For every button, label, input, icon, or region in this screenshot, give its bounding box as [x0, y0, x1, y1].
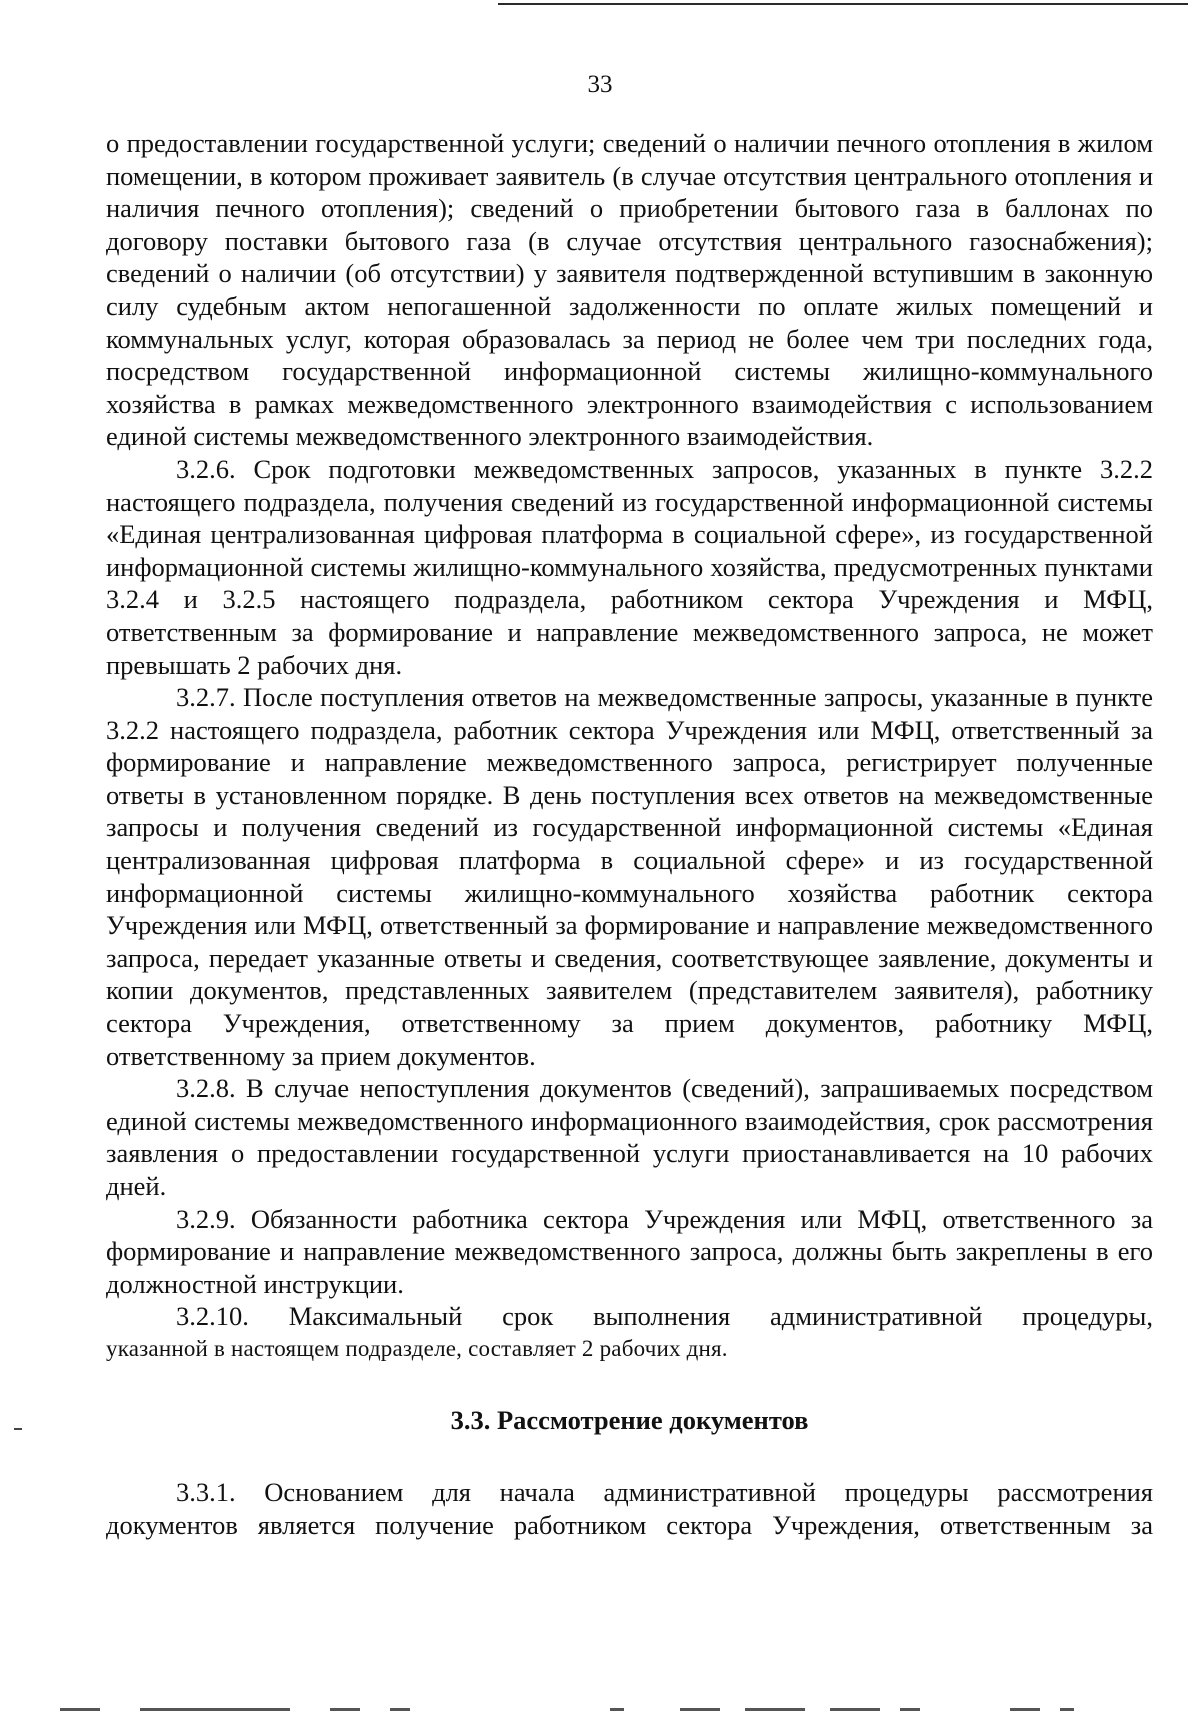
paragraph-3-2-10-line-1: 3.2.10. Максимальный срок выполнения административной процедуры, — [176, 1301, 1153, 1332]
paragraph-continuation: о предоставлении государственной услуги; сведений о наличии печного отопления в жилом помещении, в котором проживает заявитель (в случае отсутствия центрального отопления и наличия печного отопления); сведений о приобретении бытового газа в баллонах по договору поставки бытового газа (в случае отсутствия центрального газоснабжения); сведений о наличии (об отсутствии) у заявителя подтвержденной вступившим в законную силу судебным актом непогашенной задолженности по оплате жилых помещений и коммунальных услуг, которая образовалась за период не более чем три последних года, посредством государственной информационной системы жилищно-коммунального хозяйства в рамках межведомственного электронного взаимодействия с использованием единой системы межведомственного электронного взаимодействия. — [106, 128, 1153, 452]
paragraph-3-2-10-line-2: указанной в настоящем подразделе, составляет 2 рабочих дня. — [106, 1335, 728, 1361]
section-heading: 3.3. Рассмотрение документов — [450, 1404, 809, 1435]
paragraph-3-2-8: 3.2.8. В случае непоступления документов (сведений), запрашиваемых посредством единой системы межведомственного информационного взаимодействия, срок рассмотрения заявления о предоставлении государственной услуги приостанавливается на 10 рабочих дней. — [106, 1073, 1153, 1201]
page-number: 33 — [587, 71, 613, 98]
paragraph-3-2-9: 3.2.9. Обязанности работника сектора Учреждения или МФЦ, ответственного за формирование и направление межведомственного запроса, должны быть закреплены в его должностной инструкции. — [106, 1203, 1153, 1299]
scan-artifacts — [0, 1700, 1200, 1718]
paragraph-3-3-1: 3.3.1. Основанием для начала административной процедуры рассмотрения документов является получение работником сектора Учреждения, ответственным за — [106, 1477, 1153, 1540]
paragraph-3-2-7: 3.2.7. После поступления ответов на межведомственные запросы, указанные в пункте 3.2.2 настоящего подраздела, работник сектора Учреждения или МФЦ, ответственный за формирование и направление межведомственного запроса, регистрирует полученные ответы в установленном порядке. В день поступления всех ответов на межведомственные запросы и получения сведений из государственной информационной системы «Единая централизованная цифровая платформа в социальной сфере» и из государственной информационной системы жилищно-коммунального хозяйства работник сектора Учреждения или МФЦ, ответственный за формирование и направление межведомственного запроса, передает указанные ответы и сведения, соответствующее заявление, документы и копии документов, представленных заявителем (представителем заявителя), работнику сектора Учреждения, ответственному за прием документов, работнику МФЦ, ответственному за прием документов. — [106, 682, 1153, 1071]
paragraph-3-2-6: 3.2.6. Срок подготовки межведомственных запросов, указанных в пункте 3.2.2 настоящего подраздела, получения сведений из государственной информационной системы «Единая централизованная цифровая платформа в социальной сфере», из государственной информационной системы жилищно-коммунального хозяйства, предусмотренных пунктами 3.2.4 и 3.2.5 настоящего подраздела, работником сектора Учреждения и МФЦ, ответственным за формирование и направление межведомственного запроса, не может превышать 2 рабочих дня. — [106, 453, 1153, 680]
document-body — [106, 127, 1153, 1541]
margin-mark — [14, 1428, 22, 1430]
top-border-line — [498, 3, 1188, 5]
